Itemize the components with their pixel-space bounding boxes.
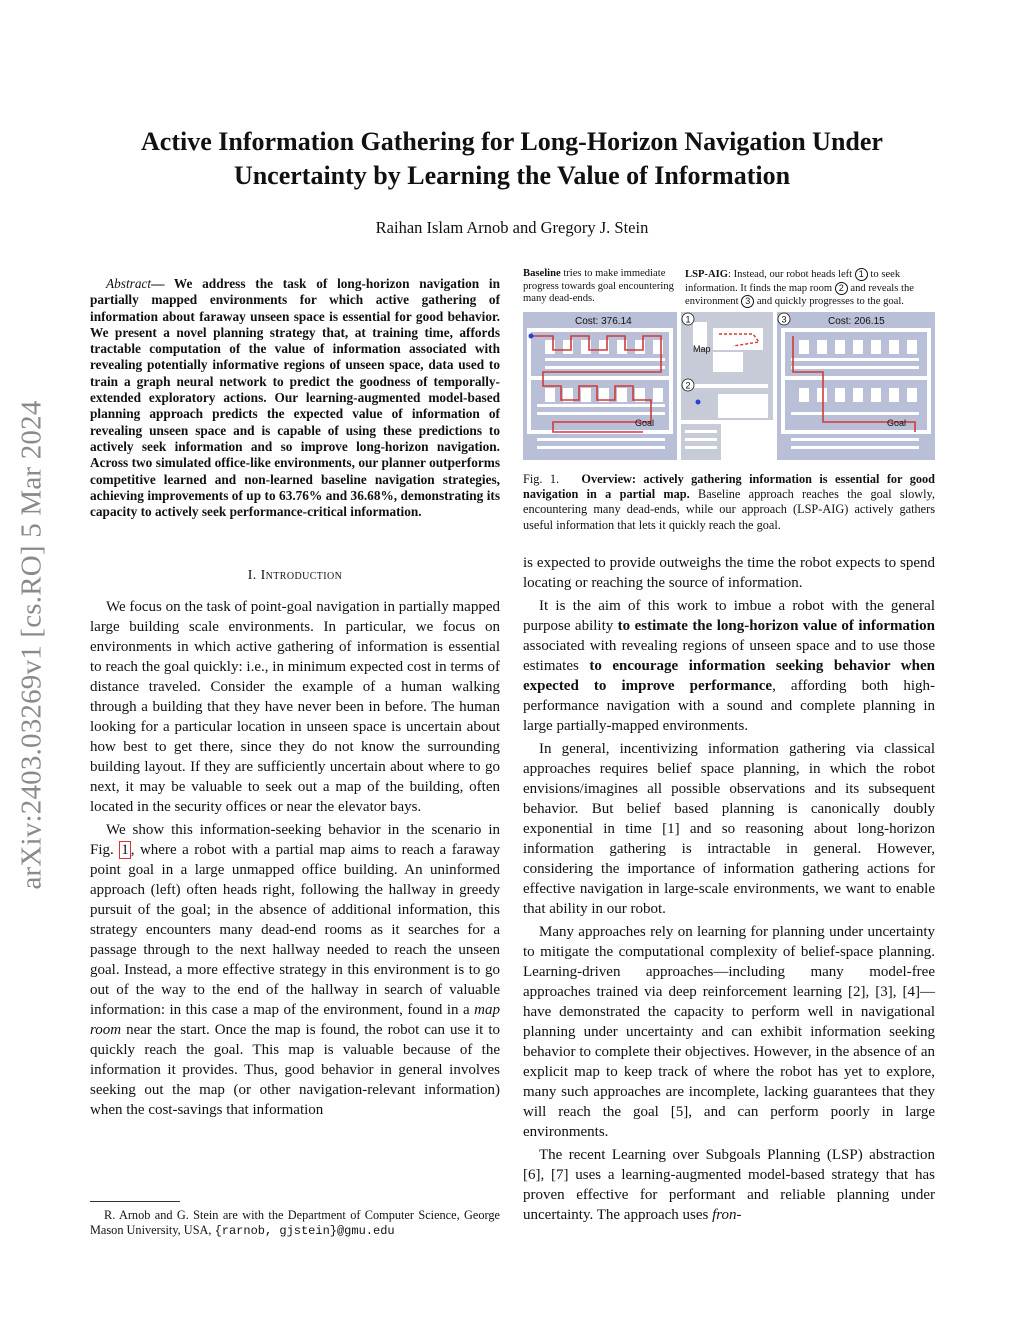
aim-text-b: associated with revealing regions of unseen space and to use those estimates <box>523 638 935 674</box>
lsp-text-b: to seek information. It finds the map room <box>685 268 901 294</box>
baseline-cost-text: Cost: 376.14 <box>575 316 632 327</box>
lsp-aig-cost-text: Cost: 206.15 <box>828 316 885 327</box>
aim-bold-b: to encourage information seeking behavior when expected to improve performance <box>523 658 935 694</box>
intro-p2-text-b: , where a robot with a partial map aims to reach a faraway point goal in a large unmapped office building. An uninformed approach (left) often heads right, following the hallway in greedy pursuit of the goal; in the absence of additional information, this strategy encounters many dead-end rooms as it searches for a passage through to the next hallway needed to reach the unseen goal. Instead, a more effective strategy in this environment is to go out of the way to the end of the hallway in search of valuable information: in this case a map of the environment, found in a <box>90 842 500 1018</box>
right-paragraph-belief-space: In general, incentivizing information gathering via classical approaches requires belief space planning, in which the robot envisions/imagines all possible observations and its subsequent behavior. But belief based planning is canonically doubly exponential in time [1] and so reasoning about long-horizon information gathering is intractable in general. However, considering the importance of information gathering actions for effective navigation in large-scale environments, we want to enable that ability in our robot. <box>523 741 935 917</box>
abstract-lead: Abstract <box>106 276 152 291</box>
section-heading-introduction: I. Introduction <box>247 568 343 583</box>
right-column-body <box>523 553 935 1228</box>
intro-paragraph-1: We focus on the task of point-goal navigation in partially mapped large building scale environments. In particular, we focus on environments in which active gathering of information is essential to reach the goal quickly: i.e., in minimum expected cost in terms of distance traveled. Consider the example of a human walking through a building that they have never been in before. The human looking for a particular location in unseen space is uncertain about how best to get there, since they do not know the surrounding building layout. If they are sufficiently uncertain about where to go next, it may be valuable to seek out a map of the building, often located in the security offices or near the elevator bays. <box>90 599 500 815</box>
aim-text-a: It is the aim of this work to imbue a robot with the general purpose ability <box>523 598 935 634</box>
intro-p2-text-a: We show this information-seeking behavior in the scenario in Fig. <box>90 822 500 858</box>
figure-1-illustration <box>523 312 935 460</box>
title-line-1: Active Information Gathering for Long-Horizon Navigation Under <box>141 127 883 156</box>
lsp-aig-goal-label: Goal <box>887 418 907 428</box>
arxiv-identifier-stamp <box>4 345 60 945</box>
affiliation-footnote <box>90 1208 500 1239</box>
paper-title <box>100 125 924 193</box>
authors: Raihan Islam Arnob and Gregory J. Stein <box>375 218 649 237</box>
left-column-body <box>90 597 500 1123</box>
lsp-text-a: : Instead, our robot heads left <box>727 268 855 280</box>
abstract <box>90 276 500 520</box>
figure-caption-bold: Overview: actively gathering information is essential for good navigation in a partial map. <box>523 472 935 502</box>
footnote-rule <box>90 1201 180 1202</box>
lsp-text-d: and quickly progresses to the goal. <box>754 296 904 307</box>
baseline-description: tries to make immediate progress towards goal encountering many dead-ends. <box>523 268 674 305</box>
figure-1-caption <box>523 472 935 533</box>
title-line-2: Uncertainty by Learning the Value of Information <box>233 161 791 190</box>
map-room-label: Map <box>693 344 711 354</box>
intro-paragraph-2 <box>90 820 500 1120</box>
lsp-aig-heading: LSP-AIG <box>685 268 728 280</box>
panel-step-2-number: 2 <box>685 380 691 391</box>
lsp-paragraph-text: The recent Learning over Subgoals Planning (LSP) abstraction [6], [7] uses a learning-augmented model-based strategy that has proven effective for performant and reliable planning under uncertainty. The approach uses <box>523 1147 935 1223</box>
baseline-label <box>523 268 676 306</box>
panel-step-1-number: 1 <box>685 314 691 325</box>
aim-text-c: , affording both high-performance navigation with a sound and complete planning in large partially-mapped environments. <box>523 678 935 734</box>
right-paragraph-aim <box>523 596 935 736</box>
figure-caption-label: Fig. 1. <box>523 472 560 486</box>
arxiv-stamp-text: arXiv:2403.03269v1 [cs.RO] 5 Mar 2024 <box>15 400 48 890</box>
footnote-text: R. Arnob and G. Stein are with the Department of Computer Science, George Mason University, USA, <box>90 1208 500 1237</box>
baseline-robot-marker <box>529 334 534 339</box>
lsp-paragraph-emphasis: fron- <box>712 1207 742 1223</box>
panel-step-3-number: 3 <box>781 314 787 325</box>
figure-caption-text: Baseline approach reaches the goal slowly, encountering many dead-ends, while our approach (LSP-AIG) actively gathers useful information that lets it quickly reach the goal. <box>523 487 935 532</box>
abstract-text: — We address the task of long-horizon navigation in partially mapped environments for which active gathering of information about faraway unseen space is essential for good behavior. We present a novel planning strategy that, at training time, affords tractable computation of the value of information associated with revealing potentially informative regions of unseen space, data used to train a graph neural network to predict the goodness of temporally-extended exploratory actions. Our learning-augmented model-based planning approach predicts the expected value of information of revealing unseen space and is capable of using these predictions to actively seek information and so improve long-horizon navigation. Across two simulated office-like environments, our planner outperforms competitive learned and non-learned baseline navigation strategies, achieving improvements of up to 63.76% and 36.68%, demonstrating its capacity to actively seek performance-critical information. <box>90 276 500 520</box>
figure-1-reference-link[interactable]: 1 <box>121 842 129 858</box>
lsp-aig-zoom-panel <box>681 312 773 460</box>
lsp-text-c: and reveals the environment <box>685 282 914 307</box>
lsp-aig-map-panel <box>777 312 935 460</box>
baseline-map-panel <box>523 312 677 460</box>
step-1-marker: 1 <box>855 268 868 281</box>
intro-p2-text-c: near the start. Once the map is found, the robot can use it to quickly reach the goal. This map is valuable because of the information it provides. Thus, good behavior in general involves seeking out the map (or other navigation-relevant information) when the cost-savings that information <box>90 1022 500 1118</box>
step-2-marker: 2 <box>835 282 848 295</box>
step-3-marker: 3 <box>741 295 754 308</box>
author-emails: {rarnob, gjstein}@gmu.edu <box>214 1224 395 1238</box>
right-paragraph-learning: Many approaches rely on learning for planning under uncertainty to mitigate the computational complexity of belief-space planning. Learning-driven approaches—including many model-free approaches trained via deep reinforcement learning [2], [3], [4]—have demonstrated the capacity to perform well in navigational planning under uncertainty and can exhibit information seeking behavior to complete their objectives. However, in the absence of an explicit map to keep track of where the robot has yet to explore, many such approaches are incomplete, lacking guarantees that they will reach the goal [5], and can perform poorly in large environments. <box>523 924 935 1140</box>
baseline-goal-label: Goal <box>635 418 655 428</box>
baseline-heading: Baseline <box>523 268 561 279</box>
right-paragraph-lsp <box>523 1145 935 1225</box>
map-room-emphasis: map room <box>90 1002 500 1038</box>
lsp-aig-label <box>685 268 937 309</box>
aim-bold-a: to estimate the long-horizon value of information <box>617 618 935 634</box>
right-paragraph-continuation: is expected to provide outweighs the time the robot expects to spend locating or reaching the source of information. <box>523 555 935 591</box>
lsp-robot-marker <box>696 400 701 405</box>
